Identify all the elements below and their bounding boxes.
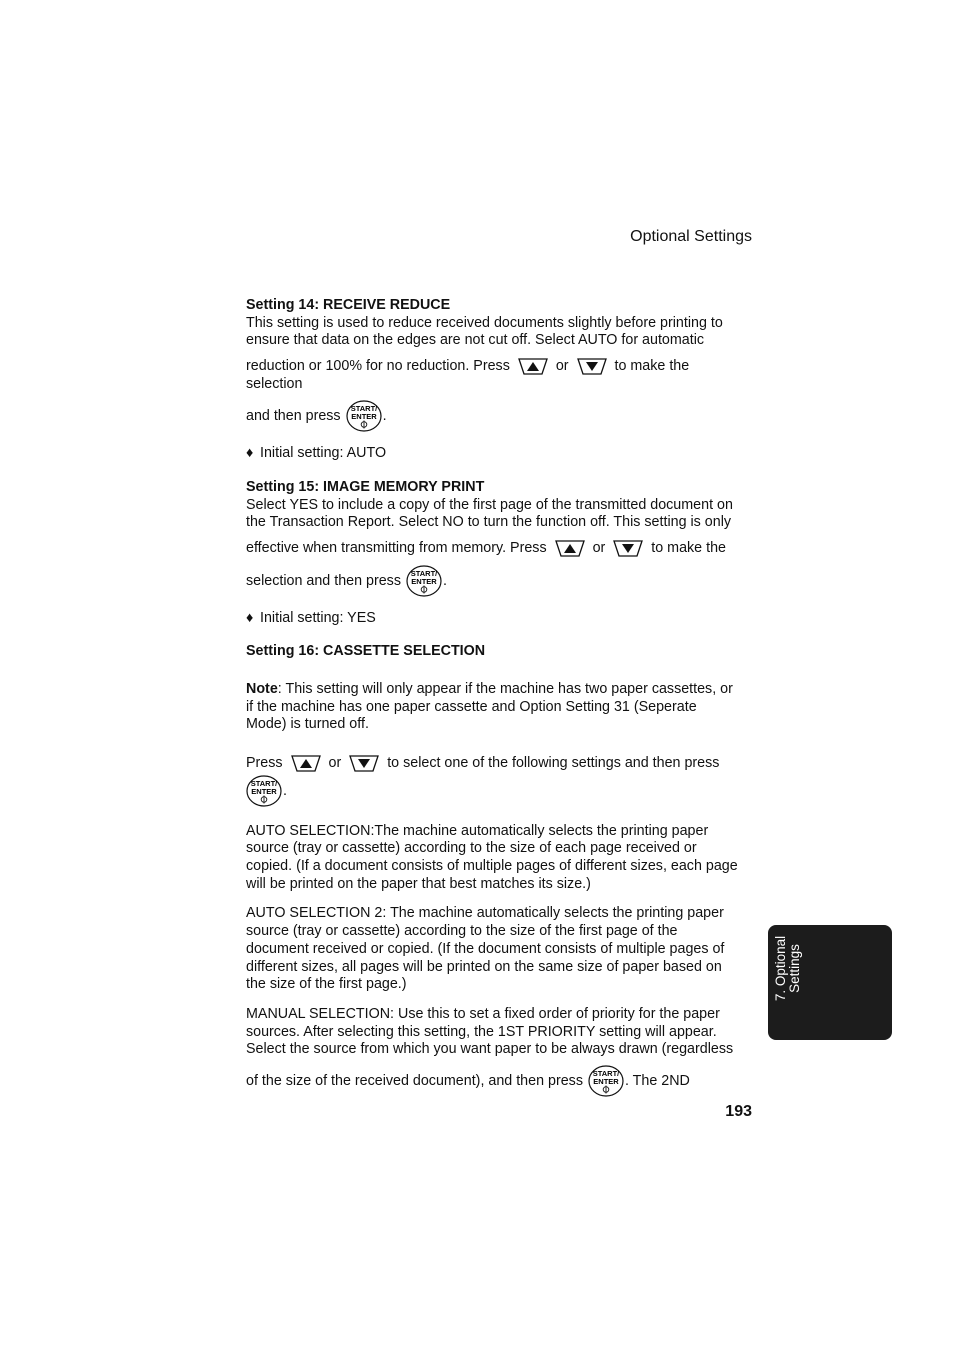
page-number: 193: [725, 1103, 752, 1120]
bullet-icon: ♦: [246, 609, 254, 626]
svg-text:ENTER: ENTER: [350, 412, 377, 422]
svg-text:ENTER: ENTER: [411, 576, 437, 586]
chapter-side-tab-label: 7. Optional Settings: [773, 935, 802, 1002]
svg-text:ENTER: ENTER: [593, 1077, 619, 1087]
down-arrow-key-icon: [577, 357, 607, 375]
auto-selection-2-paragraph: AUTO SELECTION 2: The machine automatically selects the printing paper source (tray or cassette) according to the size of the first page of the document received or copied. (If the document consists of multiple pages of different sizes, all pages will be printed on the same size of paper based on the size of the first page.): [246, 905, 725, 993]
setting-14-body-line-2: ensure that data on the edges are not cut off. Select AUTO for automatic: [246, 332, 705, 349]
bullet-icon: ♦: [246, 445, 254, 462]
setting-14-press-line: reduction or 100% for no reduction. Press or to make the selection: [246, 357, 690, 392]
down-arrow-key-icon: [349, 754, 379, 772]
setting-14-section: [246, 297, 742, 463]
up-arrow-key-icon: [518, 357, 548, 375]
setting-14-heading: Setting 14: RECEIVE REDUCE: [246, 297, 451, 313]
manual-selection-last-line: of the size of the received document), and then press START/ ENTER . The 2ND: [246, 1059, 742, 1097]
setting-16-section: [246, 643, 742, 1097]
chapter-side-tab: [768, 925, 892, 1040]
setting-14-enter-line: and then press START/ ENTER .: [246, 400, 742, 432]
setting-16-press-line: Press or to select one of the following settings and then press: [246, 754, 720, 771]
setting-15-press-line: effective when transmitting from memory. Press or to make the: [246, 539, 726, 556]
down-arrow-key-icon: [613, 539, 643, 557]
manual-selection-paragraph: MANUAL SELECTION: Use this to set a fixed order of priority for the paper sources. After selecting this setting, the 1ST PRIORITY setting will appear. Select the source from which you want paper to be always drawn (regardless of the size of the received document), and then press START/ ENTER . The 2ND: [246, 1006, 742, 1097]
start-enter-key-icon: [406, 565, 442, 597]
setting-15-body-line-1: Select YES to include a copy of the first page of the transmitted document on: [246, 496, 733, 513]
note-label: Note: [246, 681, 278, 697]
setting-16-heading: Setting 16: CASSETTE SELECTION: [246, 643, 486, 660]
svg-text:ENTER: ENTER: [251, 786, 277, 796]
svg-text:START/: START/: [410, 568, 438, 578]
setting-14-body-line-1: This setting is used to reduce received documents slightly before printing to: [246, 314, 723, 331]
setting-14-initial: ♦ Initial setting: AUTO: [246, 445, 387, 462]
auto-selection-paragraph: AUTO SELECTION:The machine automatically selects the printing paper source (tray or cassette) according to the size of each page received or copied. (If a document consists of multiple pages of different sizes, each page will be printed on the paper that best matches its size.): [246, 822, 738, 892]
setting-15-initial: ♦ Initial setting: YES: [246, 609, 376, 626]
svg-text:START/: START/: [250, 778, 278, 788]
running-header: [500, 227, 752, 247]
section-title: Optional Settings: [630, 228, 752, 245]
setting-16-note-line-2: if the machine has one paper cassette and Option Setting 31 (Seperate: [246, 698, 697, 715]
start-enter-key-icon: [588, 1065, 624, 1097]
setting-15-section: [246, 479, 742, 627]
up-arrow-key-icon: [555, 539, 585, 557]
start-enter-key-icon: [246, 775, 282, 807]
setting-15-body-line-2: the Transaction Report. Select NO to turn the function off. This setting is only: [246, 514, 732, 531]
page-content: [246, 297, 742, 1097]
start-enter-key-icon: [346, 400, 382, 432]
svg-text:START/: START/: [592, 1069, 620, 1079]
setting-15-enter-line: selection and then press START/ ENTER .: [246, 565, 742, 597]
setting-16-enter-line: START/ ENTER .: [246, 773, 742, 807]
setting-16-note-line-1: Note: This setting will only appear if the machine has two paper cassettes, or: [246, 681, 733, 697]
setting-15-heading: Setting 15: IMAGE MEMORY PRINT: [246, 479, 485, 495]
setting-16-note-line-3: Mode) is turned off.: [246, 716, 369, 733]
svg-text:START/: START/: [350, 404, 377, 414]
up-arrow-key-icon: [291, 754, 321, 772]
